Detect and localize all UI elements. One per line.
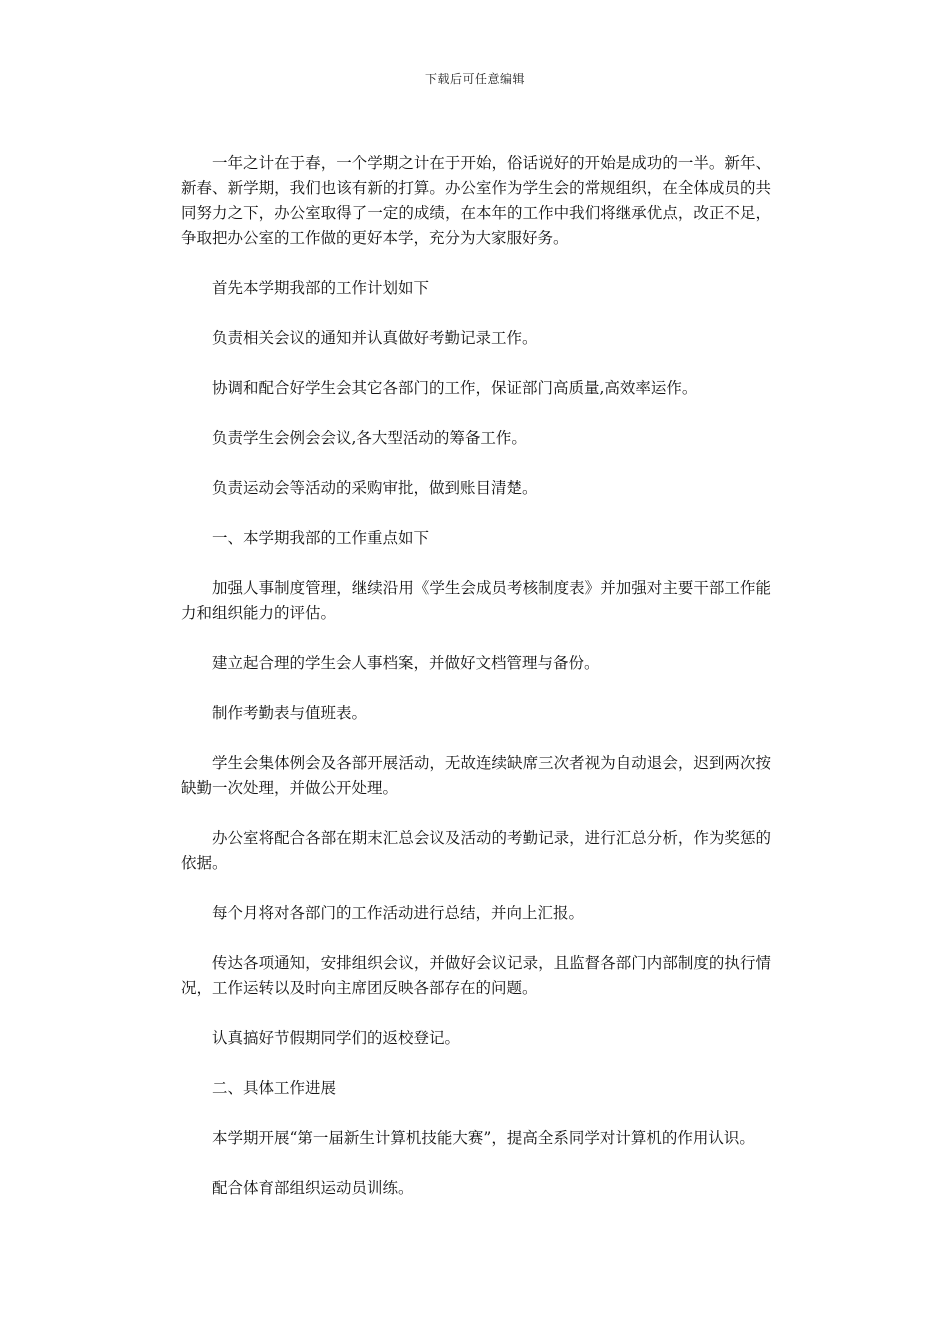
section-heading-one: 一、本学期我部的工作重点如下 bbox=[212, 529, 430, 547]
page-header: 下载后可任意编辑 bbox=[424, 72, 525, 86]
paragraph: 负责学生会例会会议,各大型活动的筹备工作。 bbox=[212, 429, 527, 447]
paragraph: 每个月将对各部门的工作活动进行总结，并向上汇报。 bbox=[212, 904, 585, 922]
paragraph-plan-heading: 首先本学期我部的工作计划如下 bbox=[212, 279, 430, 297]
paragraph: 配合体育部组织运动员训练。 bbox=[212, 1179, 414, 1197]
paragraph-intro: 一年之计在于春，一个学期之计在于开始，俗话说好的开始是成功的一半。新年、新春、新学期，我们也该有新的打算。办公室作为学生会的常规组织，在全体成员的共同努力之下，办公室取得了一定的成绩，在本年的工作中我们将继承优点，改正不足，争取把办公室的工作做的更好本学，充分为大家服好务。 bbox=[181, 154, 771, 247]
section-heading-two: 二、具体工作进展 bbox=[212, 1079, 337, 1097]
paragraph: 建立起合理的学生会人事档案，并做好文档管理与备份。 bbox=[212, 654, 600, 672]
paragraph: 协调和配合好学生会其它各部门的工作，保证部门高质量,高效率运作。 bbox=[212, 379, 698, 397]
paragraph: 加强人事制度管理，继续沿用《学生会成员考核制度表》并加强对主要干部工作能力和组织能力的评估。 bbox=[181, 579, 771, 622]
paragraph: 学生会集体例会及各部开展活动，无故连续缺席三次者视为自动退会，迟到两次按缺勤一次处理，并做公开处理。 bbox=[181, 754, 771, 797]
paragraph: 负责相关会议的通知并认真做好考勤记录工作。 bbox=[212, 329, 538, 347]
paragraph: 认真搞好节假期同学们的返校登记。 bbox=[212, 1029, 461, 1047]
paragraph: 办公室将配合各部在期末汇总会议及活动的考勤记录，进行汇总分析，作为奖惩的依据。 bbox=[181, 829, 771, 872]
paragraph: 传达各项通知，安排组织会议，并做好会议记录，且监督各部门内部制度的执行情况，工作运转以及时向主席团反映各部存在的问题。 bbox=[181, 954, 771, 997]
paragraph: 本学期开展“第一届新生计算机技能大赛”，提高全系同学对计算机的作用认识。 bbox=[212, 1129, 755, 1147]
document-body bbox=[181, 151, 771, 1226]
paragraph: 制作考勤表与值班表。 bbox=[212, 704, 368, 722]
paragraph: 负责运动会等活动的采购审批，做到账目清楚。 bbox=[212, 479, 538, 497]
